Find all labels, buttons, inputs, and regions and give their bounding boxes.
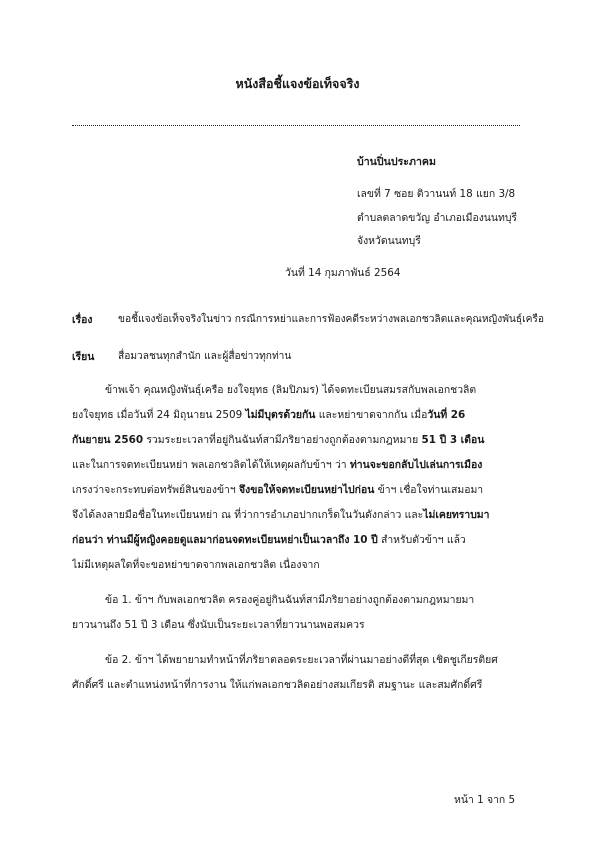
- recipient-text: สื่อมวลชนทุกสำนัก และผู้สื่อข่าวทุกท่าน: [118, 351, 292, 362]
- text-span: ข้าฯ เชื่อใจท่านเสมอมา: [374, 484, 484, 496]
- paragraph-line: [72, 431, 524, 448]
- sender-name: บ้านปิ่นประภาคม: [357, 156, 436, 168]
- clause-line: ข้อ 2. ข้าฯ ได้พยายามทำหน้าที่ภริยาตลอดระยะเวลาที่ผ่านมาอย่างดีที่สุด เชิดชูเกียรติยศ: [105, 654, 498, 666]
- paragraph-line: [72, 506, 524, 523]
- emphasis-text: กันยายน 2560: [72, 434, 144, 446]
- emphasis-text: จึงขอให้จดทะเบียนหย่าไปก่อน: [239, 484, 375, 496]
- document-title: หนังสือชี้แจงข้อเท็จจริง: [235, 76, 360, 91]
- subject-text: ขอชี้แจงข้อเท็จจริงในข่าว กรณีการหย่าและการฟ้องคดีระหว่างพลเอกชวลิตและคุณหญิงพันธุ์เครือ: [118, 314, 544, 325]
- dotted-divider: [72, 115, 520, 126]
- clause-line: ยาวนานถึง 51 ปี 3 เดือน ซึ่งนับเป็นระยะเวลาที่ยาวนานพอสมควร: [72, 619, 365, 631]
- page-number: หน้า 1 จาก 5: [454, 794, 516, 806]
- address-line: ตำบลตลาดขวัญ อำเภอเมืองนนทบุรี: [357, 212, 517, 224]
- emphasis-text: ท่านจะขอกลับไปเล่นการเมือง: [349, 459, 483, 471]
- emphasis-text: วันที่ 26: [427, 409, 466, 421]
- paragraph-line: [72, 531, 524, 548]
- emphasis-text: ก่อนว่า ท่านมีผู้หญิงคอยดูแลมาก่อนจดทะเบียนหย่าเป็นเวลาถึง 10 ปี: [72, 534, 378, 546]
- clause-line: ข้อ 1. ข้าฯ กับพลเอกชวลิต ครองคู่อยู่กินฉันท์สามีภริยาอย่างถูกต้องตามกฎหมายมา: [105, 594, 475, 606]
- paragraph-line: ข้าพเจ้า คุณหญิงพันธุ์เครือ ยงใจยุทธ (ลิมปิภมร) ได้จดทะเบียนสมรสกับพลเอกชวลิต: [105, 384, 477, 396]
- text-span: และหย่าขาดจากกัน เมื่อ: [315, 409, 428, 421]
- text-span: สำหรับตัวข้าฯ แล้ว: [377, 534, 466, 546]
- text-span: เกรงว่าจะกระทบต่อทรัพย์สินของข้าฯ: [72, 484, 240, 496]
- emphasis-text: ไม่เคยทราบมา: [423, 509, 490, 521]
- paragraph-line: [72, 406, 524, 423]
- paragraph-line: [72, 456, 524, 473]
- paragraph-line: [72, 481, 524, 498]
- paragraph-line: ไม่มีเหตุผลใดที่จะขอหย่าขาดจากพลเอกชวลิต เนื่องจาก: [72, 559, 320, 571]
- recipient-label: เรียน: [72, 351, 95, 363]
- text-span: รวมระยะเวลาที่อยู่กินฉันท์สามีภริยาอย่างถูกต้องตามกฎหมาย: [143, 434, 422, 446]
- text-span: จึงได้ลงลายมือชื่อในทะเบียนหย่า ณ ที่ว่าการอำเภอปากเกร็ดในวันดังกล่าว และ: [72, 509, 424, 521]
- clause-line: ศักดิ์ศรี และตำแหน่งหน้าที่การงาน ให้แก่พลเอกชวลิตอย่างสมเกียรติ สมฐานะ และสมศักดิ์ศรี: [72, 679, 483, 691]
- subject-label: เรื่อง: [72, 314, 93, 326]
- text-span: ยงใจยุทธ เมื่อวันที่ 24 มิถุนายน 2509: [72, 409, 246, 421]
- text-span: และในการจดทะเบียนหย่า พลเอกชวลิตได้ให้เหตุผลกับข้าฯ ว่า: [72, 459, 350, 471]
- emphasis-text: 51 ปี 3 เดือน: [421, 434, 485, 446]
- emphasis-text: ไม่มีบุตรด้วยกัน: [245, 409, 316, 421]
- address-line: เลขที่ 7 ซอย ติวานนท์ 18 แยก 3/8: [357, 188, 516, 200]
- document-date: วันที่ 14 กุมภาพันธ์ 2564: [285, 267, 401, 279]
- address-line: จังหวัดนนทบุรี: [357, 235, 421, 247]
